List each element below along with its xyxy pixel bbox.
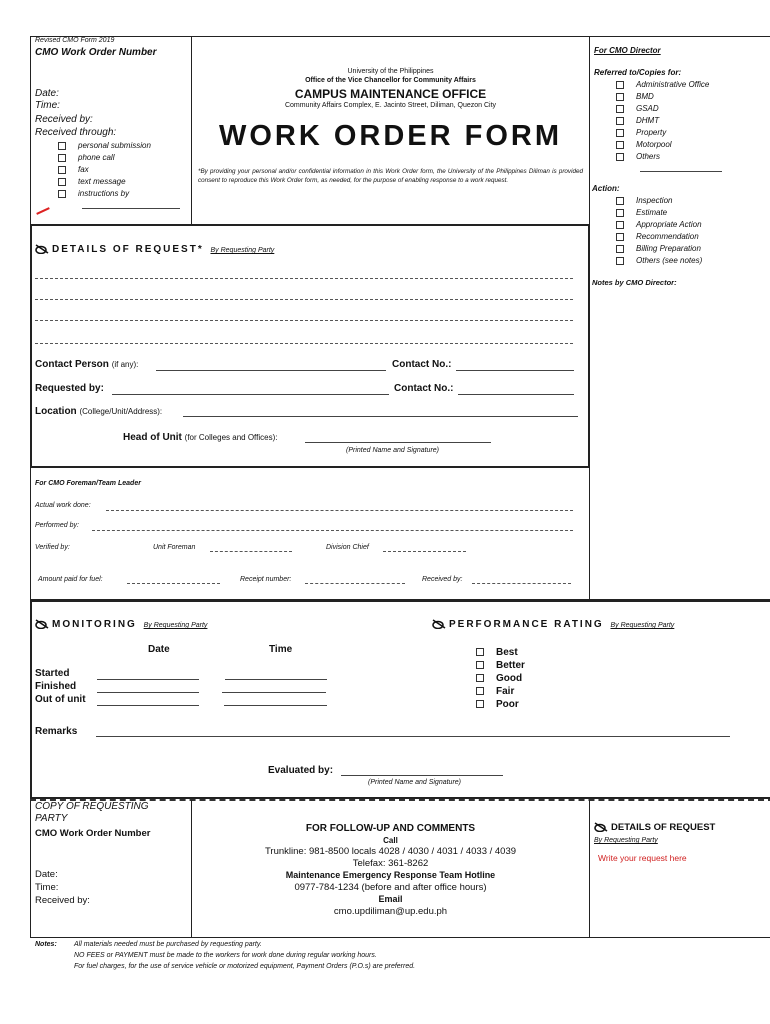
date-label: Date: xyxy=(35,88,59,99)
checkbox[interactable] xyxy=(58,190,66,198)
amount-fuel-label: Amount paid for fuel: xyxy=(38,576,103,583)
director-notes-label: Notes by CMO Director: xyxy=(592,278,677,287)
location-label: Location (College/Unit/Address): xyxy=(35,406,163,417)
contact-no-label-2: Contact No.: xyxy=(394,383,454,394)
checkbox[interactable] xyxy=(616,117,624,125)
copy-received-by-label: Received by: xyxy=(35,895,90,906)
checkbox[interactable] xyxy=(476,648,484,656)
contact-person-field[interactable] xyxy=(156,370,386,371)
location-field[interactable] xyxy=(183,416,578,417)
action-appropriate[interactable]: Appropriate Action xyxy=(616,220,702,229)
checkbox[interactable] xyxy=(616,81,624,89)
action-recommendation[interactable]: Recommendation xyxy=(616,232,699,241)
pencil-icon xyxy=(594,822,608,832)
checkbox[interactable] xyxy=(58,142,66,150)
copy-date-label: Date: xyxy=(35,869,58,880)
requested-by-field[interactable] xyxy=(112,394,389,395)
rating-best[interactable]: Best xyxy=(476,647,518,658)
fuel-received-by-label: Received by: xyxy=(422,576,463,583)
referred-motorpool[interactable]: Motorpool xyxy=(616,140,672,149)
remarks-field[interactable] xyxy=(96,736,730,737)
actual-work-field[interactable] xyxy=(106,510,573,511)
checkbox[interactable] xyxy=(616,221,624,229)
out-of-unit-label: Out of unit xyxy=(35,694,86,705)
university-name: University of the Philippines xyxy=(347,68,434,75)
copy-order-number: CMO Work Order Number xyxy=(35,828,151,839)
referred-bmd[interactable]: BMD xyxy=(616,92,654,101)
rating-better[interactable]: Better xyxy=(476,660,525,671)
started-date-field[interactable] xyxy=(97,679,199,680)
checkbox[interactable] xyxy=(616,197,624,205)
fuel-received-by-field[interactable] xyxy=(472,583,571,584)
started-time-field[interactable] xyxy=(225,679,327,680)
verified-by-label: Verified by: xyxy=(35,544,70,551)
hotline-number: 0977-784-1234 (before and after office hours) xyxy=(294,882,487,893)
rating-good[interactable]: Good xyxy=(476,673,522,684)
checkbox[interactable] xyxy=(616,153,624,161)
instructions-line[interactable] xyxy=(82,208,180,209)
contact-person-label: Contact Person (if any): xyxy=(35,359,139,370)
referred-others[interactable]: Others xyxy=(616,152,660,161)
department-name: CAMPUS MAINTENANCE OFFICE xyxy=(294,87,487,101)
copy-heading: COPY OF REQUESTING PARTY xyxy=(35,801,149,824)
hotline-label: Maintenance Emergency Response Team Hotline xyxy=(285,870,496,880)
note-2: NO FEES or PAYMENT must be made to the workers for work done during regular working hours. xyxy=(74,952,377,959)
referred-label: Referred to/Copies for: xyxy=(594,68,682,77)
finished-label: Finished xyxy=(35,681,77,692)
action-estimate[interactable]: Estimate xyxy=(616,208,667,217)
channel-fax[interactable]: fax xyxy=(58,165,89,174)
referred-gsad[interactable]: GSAD xyxy=(616,104,659,113)
checkbox[interactable] xyxy=(616,93,624,101)
unit-foreman-field[interactable] xyxy=(210,551,292,552)
foreman-heading: For CMO Foreman/Team Leader xyxy=(35,480,141,487)
evaluated-by-label: Evaluated by: xyxy=(268,765,334,776)
out-of-unit-time-field[interactable] xyxy=(224,705,327,706)
checkbox[interactable] xyxy=(476,700,484,708)
performed-by-label: Performed by: xyxy=(35,522,79,529)
request-placeholder-field[interactable]: Write your request here xyxy=(598,853,687,863)
copy-time-label: Time: xyxy=(35,882,59,893)
note-1: All materials needed must be purchased by requesting party. xyxy=(74,941,262,948)
contact-no-field-1[interactable] xyxy=(456,370,574,371)
contact-no-field-2[interactable] xyxy=(458,394,574,395)
office-name: Office of the Vice Chancellor for Community Affairs xyxy=(305,77,476,84)
date-column-header: Date xyxy=(148,644,170,655)
revised-label: Revised CMO Form 2019 xyxy=(35,37,115,44)
monitoring-heading: MONITORING By Requesting Party xyxy=(35,619,207,630)
evaluated-printed-name: (Printed Name and Signature) xyxy=(368,779,461,786)
action-label: Action: xyxy=(592,184,620,193)
contact-no-label-1: Contact No.: xyxy=(392,359,452,370)
checkbox[interactable] xyxy=(58,166,66,174)
rating-fair[interactable]: Fair xyxy=(476,686,514,697)
telefax-text: Telefax: 361-8262 xyxy=(352,858,429,869)
channel-phone[interactable]: phone call xyxy=(58,153,114,162)
director-heading: For CMO Director xyxy=(594,46,661,55)
rating-poor[interactable]: Poor xyxy=(476,699,519,710)
office-address: Community Affairs Complex, E. Jacinto Street, Diliman, Quezon City xyxy=(284,102,497,109)
receipt-number-field[interactable] xyxy=(305,583,405,584)
checkbox[interactable] xyxy=(58,178,66,186)
division-chief-label: Division Chief xyxy=(326,544,369,551)
division-chief-field[interactable] xyxy=(383,551,466,552)
received-by-label: Received by: xyxy=(35,114,93,125)
pencil-icon xyxy=(35,619,49,629)
checkbox[interactable] xyxy=(616,105,624,113)
remarks-label: Remarks xyxy=(35,726,78,737)
others-line[interactable] xyxy=(640,171,722,172)
pencil-icon xyxy=(35,244,49,254)
channel-text[interactable]: text message xyxy=(58,177,126,186)
request-box xyxy=(30,224,590,468)
time-label: Time: xyxy=(35,100,60,111)
copy-details-by: By Requesting Party xyxy=(594,837,658,844)
head-of-unit-label: Head of Unit (for Colleges and Offices): xyxy=(123,432,278,443)
requested-by-label: Requested by: xyxy=(35,383,104,394)
request-line-1[interactable] xyxy=(35,278,573,279)
order-number-label: CMO Work Order Number xyxy=(35,47,157,58)
checkbox[interactable] xyxy=(616,129,624,137)
checkbox[interactable] xyxy=(616,233,624,241)
action-inspection[interactable]: Inspection xyxy=(616,196,672,205)
checkbox[interactable] xyxy=(616,141,624,149)
finished-time-field[interactable] xyxy=(222,692,326,693)
head-of-unit-field[interactable] xyxy=(305,442,491,443)
checkbox[interactable] xyxy=(476,687,484,695)
request-line-2[interactable] xyxy=(35,299,573,300)
followup-heading: FOR FOLLOW-UP AND COMMENTS xyxy=(305,823,476,834)
referred-property[interactable]: Property xyxy=(616,128,666,137)
out-of-unit-date-field[interactable] xyxy=(97,705,199,706)
checkbox[interactable] xyxy=(476,661,484,669)
amount-fuel-field[interactable] xyxy=(127,583,220,584)
call-label: Call xyxy=(383,836,398,845)
copy-right-cell xyxy=(589,800,770,938)
received-through-label: Received through: xyxy=(35,127,117,138)
note-3: For fuel charges, for the use of service vehicle or motorized equipment, Payment Orders (P.O.s) are preferred. xyxy=(74,963,416,970)
checkbox[interactable] xyxy=(616,209,624,217)
finished-date-field[interactable] xyxy=(97,692,199,693)
checkbox[interactable] xyxy=(476,674,484,682)
unit-foreman-label: Unit Foreman xyxy=(153,544,196,551)
request-line-4[interactable] xyxy=(35,343,573,344)
email-address[interactable]: cmo.updiliman@up.edu.ph xyxy=(333,906,448,917)
form-title: WORK ORDER FORM xyxy=(218,120,563,152)
notes-label: Notes: xyxy=(35,941,57,948)
consent-note: *By providing your personal and/or confidential information in this Work Order form, the University of the Philippines Diliman is provided consent to reproduce this Work Order form, as needed, for the purpose of enabling response to a work request. xyxy=(198,168,583,184)
head-printed-name: (Printed Name and Signature) xyxy=(346,447,439,454)
checkbox[interactable] xyxy=(616,245,624,253)
time-column-header: Time xyxy=(269,644,293,655)
trunkline-text: Trunkline: 981-8500 locals 4028 / 4030 / 4031 / 4033 / 4039 xyxy=(264,846,517,857)
checkbox[interactable] xyxy=(58,154,66,162)
referred-admin[interactable]: Administrative Office xyxy=(616,80,709,89)
details-heading: DETAILS OF REQUEST* By Requesting Party xyxy=(35,244,274,255)
actual-work-label: Actual work done: xyxy=(35,502,91,509)
pencil-icon xyxy=(432,619,446,629)
rating-heading: PERFORMANCE RATING By Requesting Party xyxy=(432,619,674,630)
evaluated-by-field[interactable] xyxy=(341,775,503,776)
channel-personal[interactable]: personal submission xyxy=(58,141,151,150)
action-billing[interactable]: Billing Preparation xyxy=(616,244,701,253)
performed-by-field[interactable] xyxy=(92,530,573,531)
request-line-3[interactable] xyxy=(35,320,573,321)
channel-instructions[interactable]: instructions by xyxy=(58,189,129,198)
receipt-number-label: Receipt number: xyxy=(240,576,292,583)
copy-details-heading: DETAILS OF REQUEST xyxy=(594,822,715,833)
referred-dhmt[interactable]: DHMT xyxy=(616,116,659,125)
checkbox[interactable] xyxy=(616,257,624,265)
action-others[interactable]: Others (see notes) xyxy=(616,256,702,265)
email-label: Email xyxy=(378,894,403,904)
started-label: Started xyxy=(35,668,70,679)
